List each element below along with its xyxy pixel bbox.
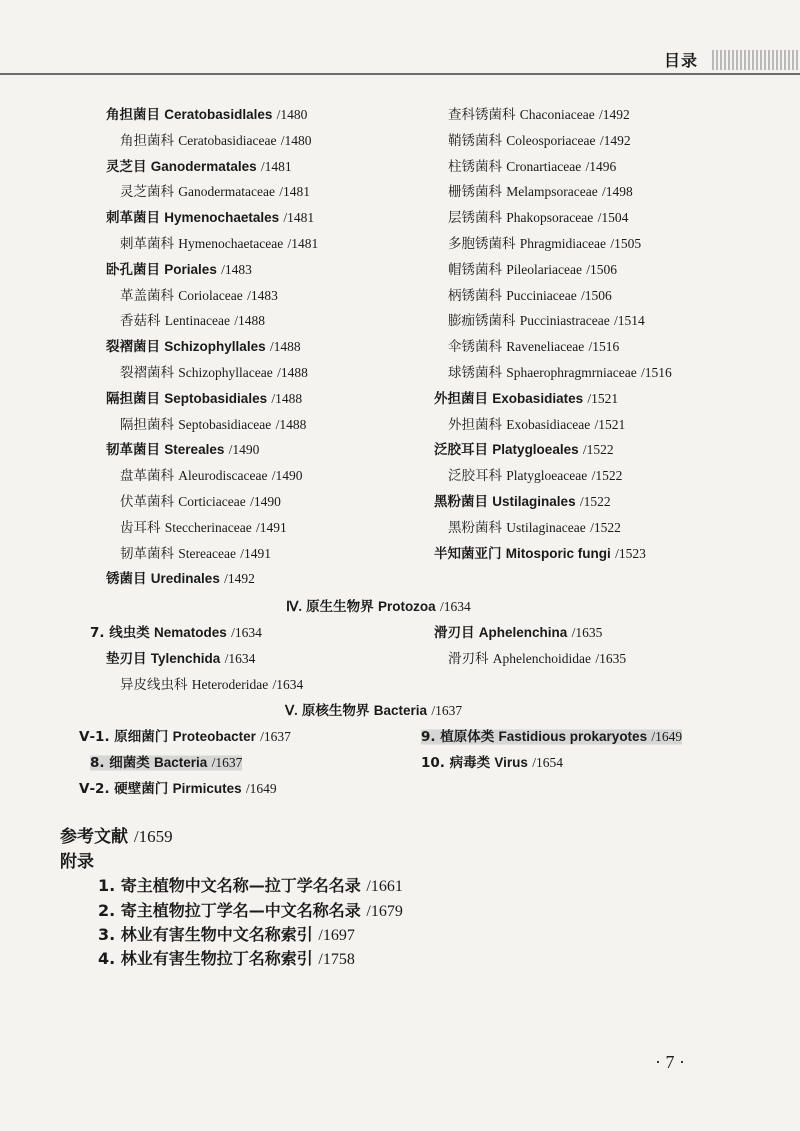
entry-latin-name: Ceratobasidiaceae xyxy=(178,132,277,148)
entry-page-ref: /1480 xyxy=(276,107,308,122)
entry-latin-name: Chaconiaceae xyxy=(519,107,595,122)
toc-entry-family[interactable] xyxy=(448,106,630,124)
entry-chinese-name: 异皮线虫科 xyxy=(120,677,188,693)
references-entry[interactable] xyxy=(60,822,173,847)
entry-page-ref: /1637 xyxy=(260,729,291,744)
entry-page-ref: /1488 xyxy=(234,313,266,329)
entry-page-ref: /1506 xyxy=(581,287,612,303)
entry-latin-name: Ganodermatales xyxy=(150,158,257,174)
entry-latin-name: Raveneliaceae xyxy=(506,339,585,355)
entry-latin-name: Proteobacter xyxy=(172,729,256,744)
entry-chinese-name: 角担菌目 xyxy=(106,107,160,123)
toc-entry-order[interactable] xyxy=(79,780,277,798)
entry-page-ref: /1522 xyxy=(579,494,611,509)
entry-chinese-name: Ⅴ-2. 硬壁菌门 xyxy=(79,781,169,797)
entry-page-ref: /1488 xyxy=(271,390,303,406)
entry-chinese-name: 隔担菌科 xyxy=(120,416,174,433)
entry-chinese-name: 栅锈菌科 xyxy=(448,184,502,201)
appendix-item-number: 1. xyxy=(98,876,116,895)
entry-latin-name: Bacteria xyxy=(154,755,208,770)
entry-latin-name: Schizophyllales xyxy=(164,339,266,355)
entry-latin-name: Ceratobasidlales xyxy=(164,107,273,122)
toc-entry-family[interactable] xyxy=(448,287,612,305)
entry-latin-name: Tylenchida xyxy=(150,651,221,666)
kingdom-page-ref: /1634 xyxy=(440,599,471,614)
entry-page-ref: /1634 xyxy=(224,651,256,666)
toc-entry-family[interactable] xyxy=(120,312,265,330)
toc-entry-order[interactable] xyxy=(106,441,259,459)
toc-entry-family[interactable] xyxy=(120,467,303,485)
entry-page-ref: /1488 xyxy=(275,416,307,432)
kingdom-page-ref: /1637 xyxy=(431,703,463,718)
entry-page-ref: /1481 xyxy=(279,184,311,200)
appendix-item-page: /1697 xyxy=(318,927,355,944)
entry-page-ref: /1490 xyxy=(250,494,281,509)
entry-page-ref: /1490 xyxy=(271,468,303,484)
entry-page-ref: /1498 xyxy=(602,184,633,200)
entry-page-ref: /1481 xyxy=(260,158,292,174)
entry-page-ref: /1635 xyxy=(595,651,627,666)
entry-chinese-name: 盘革菌科 xyxy=(120,468,174,485)
entry-page-ref: /1488 xyxy=(277,365,308,380)
toc-entry-family[interactable] xyxy=(120,416,306,434)
entry-chinese-name: 韧革菌目 xyxy=(106,442,160,459)
kingdom-heading[interactable] xyxy=(286,598,471,616)
entry-page-ref: /1522 xyxy=(590,519,621,535)
toc-entry-order[interactable] xyxy=(421,728,682,746)
entry-latin-name: Stereaceae xyxy=(178,545,236,561)
appendix-heading: 附录 xyxy=(60,852,94,872)
toc-entry-family[interactable] xyxy=(448,261,617,279)
appendix-item-2[interactable] xyxy=(98,898,403,921)
entry-page-ref: /1506 xyxy=(586,261,618,277)
entry-latin-name: Corticiaceae xyxy=(178,494,246,509)
entry-latin-name: Aphelenchoididae xyxy=(492,651,592,666)
entry-chinese-name: 滑刃目 xyxy=(434,625,475,641)
entry-latin-name: Aphelenchina xyxy=(478,625,568,640)
toc-entry-order[interactable] xyxy=(434,545,646,563)
entry-page-ref: /1504 xyxy=(597,210,629,226)
entry-latin-name: Nematodes xyxy=(154,625,227,640)
entry-latin-name: Sphaerophragmrniaceae xyxy=(506,365,637,380)
entry-page-ref: /1516 xyxy=(588,339,620,355)
entry-chinese-name: 黑粉菌目 xyxy=(434,494,488,510)
appendix-item-number: 3. xyxy=(98,925,116,944)
entry-chinese-name: 9. 植原体类 xyxy=(421,729,495,745)
appendix-item-text: 林业有害生物中文名称索引 xyxy=(120,925,313,944)
entry-chinese-name: 帽锈菌科 xyxy=(448,261,502,278)
toc-entry-order[interactable] xyxy=(106,390,302,408)
toc-entry-family[interactable] xyxy=(448,650,626,668)
appendix-item-1[interactable] xyxy=(98,873,403,896)
entry-chinese-name: 锈菌目 xyxy=(106,571,147,588)
toc-entry-family[interactable] xyxy=(448,519,621,537)
entry-chinese-name: 革盖菌科 xyxy=(120,287,174,304)
entry-latin-name: Hymenochaetales xyxy=(164,210,280,226)
toc-entry-family[interactable] xyxy=(448,416,625,434)
entry-chinese-name: 齿耳科 xyxy=(120,519,161,536)
toc-entry-family[interactable] xyxy=(120,519,287,537)
entry-chinese-name: 8. 细菌类 xyxy=(90,755,150,771)
appendix-item-page: /1758 xyxy=(318,951,355,968)
toc-entry-order[interactable] xyxy=(434,390,618,408)
entry-page-ref: /1480 xyxy=(280,132,312,148)
entry-latin-name: Phakopsoraceae xyxy=(506,210,594,226)
entry-chinese-name: 7. 线虫类 xyxy=(90,625,150,641)
kingdom-chinese-name: 原核生物界 xyxy=(301,703,370,719)
entry-chinese-name: 隔担菌目 xyxy=(106,390,160,407)
toc-entry-order[interactable] xyxy=(421,754,563,772)
entry-chinese-name: 膨痂锈菌科 xyxy=(448,313,516,330)
entry-page-ref: /1523 xyxy=(615,545,646,561)
entry-latin-name: Schizophyllaceae xyxy=(178,365,273,380)
entry-page-ref: /1522 xyxy=(582,442,614,458)
entry-page-ref: /1514 xyxy=(614,313,645,329)
entry-latin-name: Septobasidiales xyxy=(164,390,268,406)
toc-entry-family[interactable] xyxy=(120,235,318,253)
toc-entry-family[interactable] xyxy=(120,364,308,382)
appendix-item-number: 4. xyxy=(98,949,116,968)
entry-chinese-name: 鞘锈菌科 xyxy=(448,132,502,149)
entry-page-ref: /1488 xyxy=(269,339,301,355)
entry-chinese-name: 泛胶耳科 xyxy=(448,468,502,485)
entry-latin-name: Pirmicutes xyxy=(172,781,242,796)
entry-latin-name: Exobasidiaceae xyxy=(506,416,591,432)
entry-page-ref: /1521 xyxy=(594,416,626,432)
entry-latin-name: Steccherinaceae xyxy=(164,519,252,535)
appendix-item-number: 2. xyxy=(98,901,116,920)
entry-chinese-name: 外担菌目 xyxy=(434,390,488,407)
entry-chinese-name: 裂褶菌科 xyxy=(120,365,174,381)
entry-chinese-name: 泛胶耳目 xyxy=(434,442,488,459)
toc-entry-family[interactable] xyxy=(448,364,672,382)
toc-entry-family[interactable] xyxy=(448,312,645,330)
toc-entry-family[interactable] xyxy=(448,467,622,485)
kingdom-latin-name: Bacteria xyxy=(373,703,428,718)
entry-latin-name: Pucciniastraceae xyxy=(519,313,610,329)
entry-latin-name: Cronartiaceae xyxy=(506,158,582,174)
appendix-item-text: 寄主植物拉丁学名—中文名称名录 xyxy=(120,901,361,920)
toc-entry-order[interactable] xyxy=(434,493,611,511)
appendix-item-3[interactable] xyxy=(98,922,355,945)
entry-page-ref: /1483 xyxy=(221,261,252,277)
appendix-item-text: 寄主植物中文名称—拉丁学名名录 xyxy=(120,876,361,895)
entry-latin-name: Platygloeaceae xyxy=(506,468,588,484)
entry-latin-name: Septobasidiaceae xyxy=(178,416,272,432)
entry-page-ref: /1521 xyxy=(587,390,619,406)
entry-page-ref: /1522 xyxy=(591,468,623,484)
entry-chinese-name: 柱锈菌科 xyxy=(448,158,502,175)
kingdom-numeral: Ⅴ. xyxy=(285,703,298,718)
toc-entry-family[interactable] xyxy=(120,287,278,305)
entry-latin-name: Stereales xyxy=(164,442,225,458)
entry-chinese-name: 黑粉菌科 xyxy=(448,519,502,536)
toc-entry-family[interactable] xyxy=(448,235,641,253)
entry-latin-name: Virus xyxy=(494,755,528,770)
kingdom-numeral: Ⅳ. xyxy=(286,599,302,614)
kingdom-chinese-name: 原生生物界 xyxy=(306,599,374,615)
references-page: /1659 xyxy=(133,827,173,846)
entry-latin-name: Phragmidiaceae xyxy=(519,236,607,251)
toc-entry-family[interactable] xyxy=(120,676,303,694)
entry-chinese-name: 角担菌科 xyxy=(120,132,174,149)
toc-entry-order[interactable] xyxy=(90,624,262,642)
entry-latin-name: Coriolaceae xyxy=(178,287,243,303)
entry-page-ref: /1483 xyxy=(247,287,278,303)
entry-chinese-name: 滑刃科 xyxy=(448,651,489,667)
entry-chinese-name: 伏革菌科 xyxy=(120,494,174,510)
page-number: · 7 · xyxy=(655,1052,685,1072)
entry-page-ref: /1634 xyxy=(231,625,262,640)
toc-entry-family[interactable] xyxy=(120,545,271,563)
header-rule xyxy=(0,73,800,75)
toc-entry-family[interactable] xyxy=(120,183,310,201)
entry-chinese-name: 球锈菌科 xyxy=(448,365,502,381)
entry-latin-name: Uredinales xyxy=(150,571,220,587)
entry-latin-name: Ganodermataceae xyxy=(178,184,275,200)
page-header-title: 目录 xyxy=(664,51,699,70)
entry-page-ref: /1654 xyxy=(532,755,564,770)
entry-chinese-name: 灵芝菌科 xyxy=(120,184,174,201)
entry-chinese-name: 刺革菌目 xyxy=(106,210,160,227)
entry-page-ref: /1649 xyxy=(651,729,683,744)
entry-page-ref: /1496 xyxy=(585,158,617,174)
entry-latin-name: Aleurodiscaceae xyxy=(178,468,268,484)
entry-chinese-name: 刺革菌科 xyxy=(120,236,174,252)
entry-chinese-name: Ⅴ-1. 原细菌门 xyxy=(79,729,169,745)
entry-page-ref: /1490 xyxy=(228,442,260,458)
header-decoration xyxy=(712,50,800,70)
entry-page-ref: /1635 xyxy=(571,625,603,640)
toc-entry-family[interactable] xyxy=(448,183,633,201)
entry-latin-name: Coleosporiaceae xyxy=(506,132,596,148)
toc-entry-order[interactable] xyxy=(79,728,291,746)
entry-page-ref: /1491 xyxy=(240,545,272,561)
references-label: 参考文献 xyxy=(60,827,128,847)
entry-chinese-name: 半知菌亚门 xyxy=(434,545,502,562)
toc-entry-order[interactable] xyxy=(106,106,307,124)
entry-latin-name: Ustilaginaceae xyxy=(506,519,586,535)
toc-entry-order[interactable] xyxy=(90,754,242,772)
entry-latin-name: Heteroderidae xyxy=(191,677,269,692)
toc-entry-order[interactable] xyxy=(106,261,252,279)
entry-chinese-name: 伞锈菌科 xyxy=(448,339,502,356)
entry-latin-name: Hymenochaetaceae xyxy=(178,236,284,251)
entry-chinese-name: 卧孔菌目 xyxy=(106,261,160,278)
appendix-item-page: /1661 xyxy=(366,878,403,895)
entry-latin-name: Pucciniaceae xyxy=(506,287,577,303)
appendix-item-text: 林业有害生物拉丁名称索引 xyxy=(120,949,313,968)
entry-chinese-name: 多胞锈菌科 xyxy=(448,236,516,252)
toc-entry-family[interactable] xyxy=(120,493,281,511)
entry-page-ref: /1491 xyxy=(256,519,287,535)
entry-chinese-name: 裂褶菌目 xyxy=(106,339,160,356)
entry-latin-name: Platygloeales xyxy=(492,442,579,458)
entry-latin-name: Fastidious prokaryotes xyxy=(498,729,648,744)
kingdom-latin-name: Protozoa xyxy=(377,599,436,614)
entry-page-ref: /1492 xyxy=(599,132,631,148)
entry-chinese-name: 垫刃目 xyxy=(106,651,147,667)
entry-latin-name: Poriales xyxy=(164,261,217,277)
entry-latin-name: Exobasidiates xyxy=(492,390,584,406)
entry-latin-name: Mitosporic fungi xyxy=(505,545,611,561)
entry-page-ref: /1516 xyxy=(641,365,672,380)
entry-page-ref: /1505 xyxy=(610,236,642,251)
toc-entry-family[interactable] xyxy=(448,132,631,150)
entry-latin-name: Ustilaginales xyxy=(492,494,576,509)
toc-entry-family[interactable] xyxy=(448,158,616,176)
entry-page-ref: /1634 xyxy=(272,677,304,692)
toc-entry-order[interactable] xyxy=(434,624,602,642)
appendix-item-4[interactable] xyxy=(98,946,355,969)
entry-page-ref: /1649 xyxy=(245,781,277,796)
toc-entry-family[interactable] xyxy=(448,209,628,227)
toc-entry-family[interactable] xyxy=(448,338,619,356)
toc-entry-order[interactable] xyxy=(106,570,255,588)
entry-page-ref: /1492 xyxy=(599,107,630,122)
entry-page-ref: /1481 xyxy=(287,236,319,251)
entry-chinese-name: 灵芝目 xyxy=(106,158,147,175)
entry-chinese-name: 香菇科 xyxy=(120,313,161,330)
toc-entry-order[interactable] xyxy=(434,441,614,459)
entry-latin-name: Pileolariaceae xyxy=(506,261,582,277)
toc-entry-order[interactable] xyxy=(106,158,292,176)
kingdom-heading[interactable] xyxy=(285,702,462,720)
entry-chinese-name: 韧革菌科 xyxy=(120,545,174,562)
entry-latin-name: Melampsoraceae xyxy=(506,184,598,200)
entry-chinese-name: 10. 病毒类 xyxy=(421,755,491,771)
toc-entry-order[interactable] xyxy=(106,338,301,356)
toc-entry-order[interactable] xyxy=(106,650,255,668)
toc-entry-family[interactable] xyxy=(120,132,312,150)
appendix-item-page: /1679 xyxy=(366,903,403,920)
toc-entry-order[interactable] xyxy=(106,209,314,227)
entry-chinese-name: 层锈菌科 xyxy=(448,210,502,227)
entry-page-ref: /1492 xyxy=(224,571,255,587)
entry-chinese-name: 外担菌科 xyxy=(448,416,502,433)
entry-page-ref: /1637 xyxy=(211,755,243,770)
entry-page-ref: /1481 xyxy=(283,210,315,226)
entry-latin-name: Lentinaceae xyxy=(164,313,230,329)
entry-chinese-name: 柄锈菌科 xyxy=(448,287,502,304)
entry-chinese-name: 查科锈菌科 xyxy=(448,107,516,123)
